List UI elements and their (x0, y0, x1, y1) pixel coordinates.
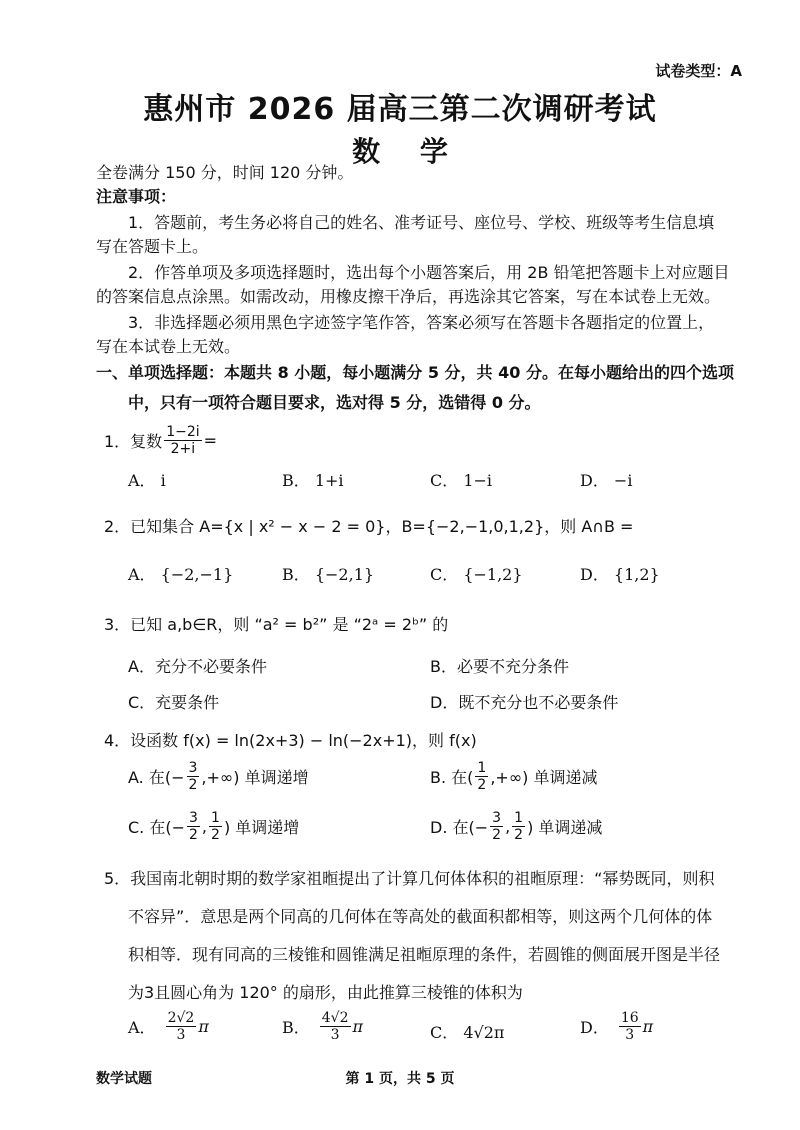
q4-c-num-2: 1 (211, 810, 220, 826)
q5-d-label: D． (580, 1018, 609, 1037)
question-1-denominator: 2+i (170, 441, 196, 457)
footer-page-number: 第 1 页，共 5 页 (345, 1071, 455, 1087)
note-2-line-1: 2．作答单项及多项选择题时，选出每个小题答案后，用 2B 铅笔把答题卡上对应题目 (128, 263, 730, 282)
question-2-stem: 2．已知集合 A={x | x² − x − 2 = 0}，B={−2,−1,0,1,2}，则 A∩B = (104, 517, 634, 536)
q4-d-num-1: 3 (492, 810, 502, 826)
q4-b-post: ,+∞) 单调递减 (490, 768, 598, 787)
q4-d-mid: , (505, 817, 511, 836)
q5-d-den: 3 (625, 1027, 635, 1043)
question-3-option-c: C．充要条件 (128, 693, 220, 712)
question-5-line-3: 积相等．现有同高的三棱锥和圆锥满足祖暅原理的条件，若圆锥的侧面展开图是半径 (128, 945, 721, 964)
q4-c-fraction-1 (187, 810, 200, 843)
q4-d-den-1: 2 (492, 827, 502, 843)
q5-b-label: B． (282, 1018, 310, 1037)
notes-heading: 注意事项： (96, 187, 177, 206)
question-1-prefix: 1．复数 (104, 432, 163, 451)
q5-d-fraction (619, 1010, 641, 1043)
score-time: 全卷满分 150 分，时间 120 分钟。 (96, 163, 354, 182)
q4-a-post: ,+∞) 单调递增 (201, 768, 309, 787)
q4-c-post: ) 单调递增 (223, 818, 300, 837)
question-2-option-a: A． {−2,−1} (128, 565, 234, 584)
q4-d-pre: D. 在(− (430, 818, 489, 837)
footer-subject: 数学试题 (96, 1071, 152, 1087)
question-1-suffix: = (203, 431, 218, 450)
question-5-line-2: 不容异”．意思是两个同高的几何体在等高处的截面积都相等，则这两个几何体的体 (128, 907, 713, 926)
question-1-option-a: A． i (128, 471, 166, 490)
question-2-option-d: D． {1,2} (580, 565, 660, 584)
question-5-line-1: 5．我国南北朝时期的数学家祖暅提出了计算几何体体积的祖暅原理：“幂势既同，则积 (104, 869, 715, 888)
question-4-option-b (430, 760, 597, 793)
q4-b-fraction (475, 760, 488, 793)
question-5-option-c: C． 4√2π (430, 1023, 505, 1042)
q4-a-pre: A. 在(− (128, 768, 185, 787)
q5-a-den: 3 (176, 1027, 186, 1043)
question-4-option-c (128, 810, 299, 843)
question-3-option-b: B．必要不充分条件 (430, 657, 569, 676)
q5-b-fraction (320, 1010, 351, 1043)
q4-c-num-1: 3 (189, 810, 198, 826)
q4-d-num-2: 1 (514, 810, 524, 826)
q4-b-num: 1 (477, 760, 487, 776)
note-1-line-1: 1．答题前，考生务必将自己的姓名、准考证号、座位号、学校、班级等考生信息填 (128, 213, 715, 232)
question-1-option-d: D． −i (580, 471, 633, 490)
q5-a-num: 2√2 (167, 1010, 195, 1026)
q4-a-fraction (187, 760, 200, 793)
q4-d-post: ) 单调递减 (527, 818, 603, 837)
question-3-option-d: D．既不充分也不必要条件 (430, 693, 619, 712)
question-4-option-a (128, 760, 309, 793)
q4-c-den-1: 2 (189, 827, 198, 843)
question-1-option-c: C． 1−i (430, 471, 493, 490)
q4-d-den-2: 2 (514, 827, 524, 843)
q5-a-post: π (198, 1017, 209, 1036)
q4-d-fraction-1 (490, 810, 503, 843)
question-1-numerator: 1−2i (166, 424, 200, 440)
q5-d-post: π (642, 1017, 654, 1036)
q5-b-den: 3 (330, 1027, 340, 1043)
question-5-option-a (128, 1010, 209, 1043)
question-4-option-d (430, 810, 602, 843)
q5-b-num: 4√2 (321, 1010, 349, 1026)
paper-type: 试卷类型：A (655, 62, 742, 80)
q4-b-pre: B. 在( (430, 768, 474, 787)
q4-a-den: 2 (188, 777, 198, 793)
question-4-stem: 4．设函数 f(x) = ln(2x+3) − ln(−2x+1)，则 f(x) (104, 731, 477, 750)
q4-b-den: 2 (477, 777, 487, 793)
question-1-option-b: B． 1+i (282, 471, 344, 490)
question-5-option-d (580, 1010, 653, 1043)
q5-d-num: 16 (620, 1010, 639, 1026)
question-1-stem (104, 424, 217, 457)
question-5-option-b (282, 1010, 363, 1043)
q5-a-fraction (166, 1010, 197, 1043)
question-3-option-a: A．充分不必要条件 (128, 657, 267, 676)
section-1-line-2: 中，只有一项符合题目要求，选对得 5 分，选错得 0 分。 (128, 393, 541, 412)
question-3-stem: 3．已知 a,b∈R，则 “a² = b²” 是 “2ᵃ = 2ᵇ” 的 (104, 615, 449, 634)
note-2-line-2: 的答案信息点涂黑。如需改动，用橡皮擦干净后，再选涂其它答案，写在本试卷上无效。 (96, 287, 721, 306)
question-2-option-b: B． {−2,1} (282, 565, 375, 584)
q4-c-pre: C. 在(− (128, 818, 185, 837)
section-1-line-1: 一、单项选择题：本题共 8 小题，每小题满分 5 分，共 40 分。在每小题给出的四个选项 (96, 363, 734, 382)
note-3-line-1: 3．非选择题必须用黑色字迹签字笔作答，答案必须写在答题卡各题指定的位置上， (128, 313, 715, 332)
q4-c-fraction-2 (209, 810, 222, 843)
q4-a-num: 3 (188, 760, 198, 776)
q4-c-den-2: 2 (211, 827, 220, 843)
exam-title: 惠州市 2026 届高三第二次调研考试 (143, 92, 657, 127)
q4-d-fraction-2 (512, 810, 525, 843)
question-5-line-4: 为3且圆心角为 120° 的扇形，由此推算三棱锥的体积为 (128, 983, 523, 1002)
subject-title: 数 学 (352, 135, 448, 168)
q5-b-post: π (352, 1017, 364, 1036)
q4-c-mid: , (201, 817, 208, 836)
note-3-line-2: 写在本试卷上无效。 (96, 337, 241, 356)
note-1-line-2: 写在答题卡上。 (96, 237, 209, 256)
question-1-fraction (164, 424, 201, 457)
question-2-option-c: C． {−1,2} (430, 565, 523, 584)
q5-a-label: A． (128, 1018, 156, 1037)
